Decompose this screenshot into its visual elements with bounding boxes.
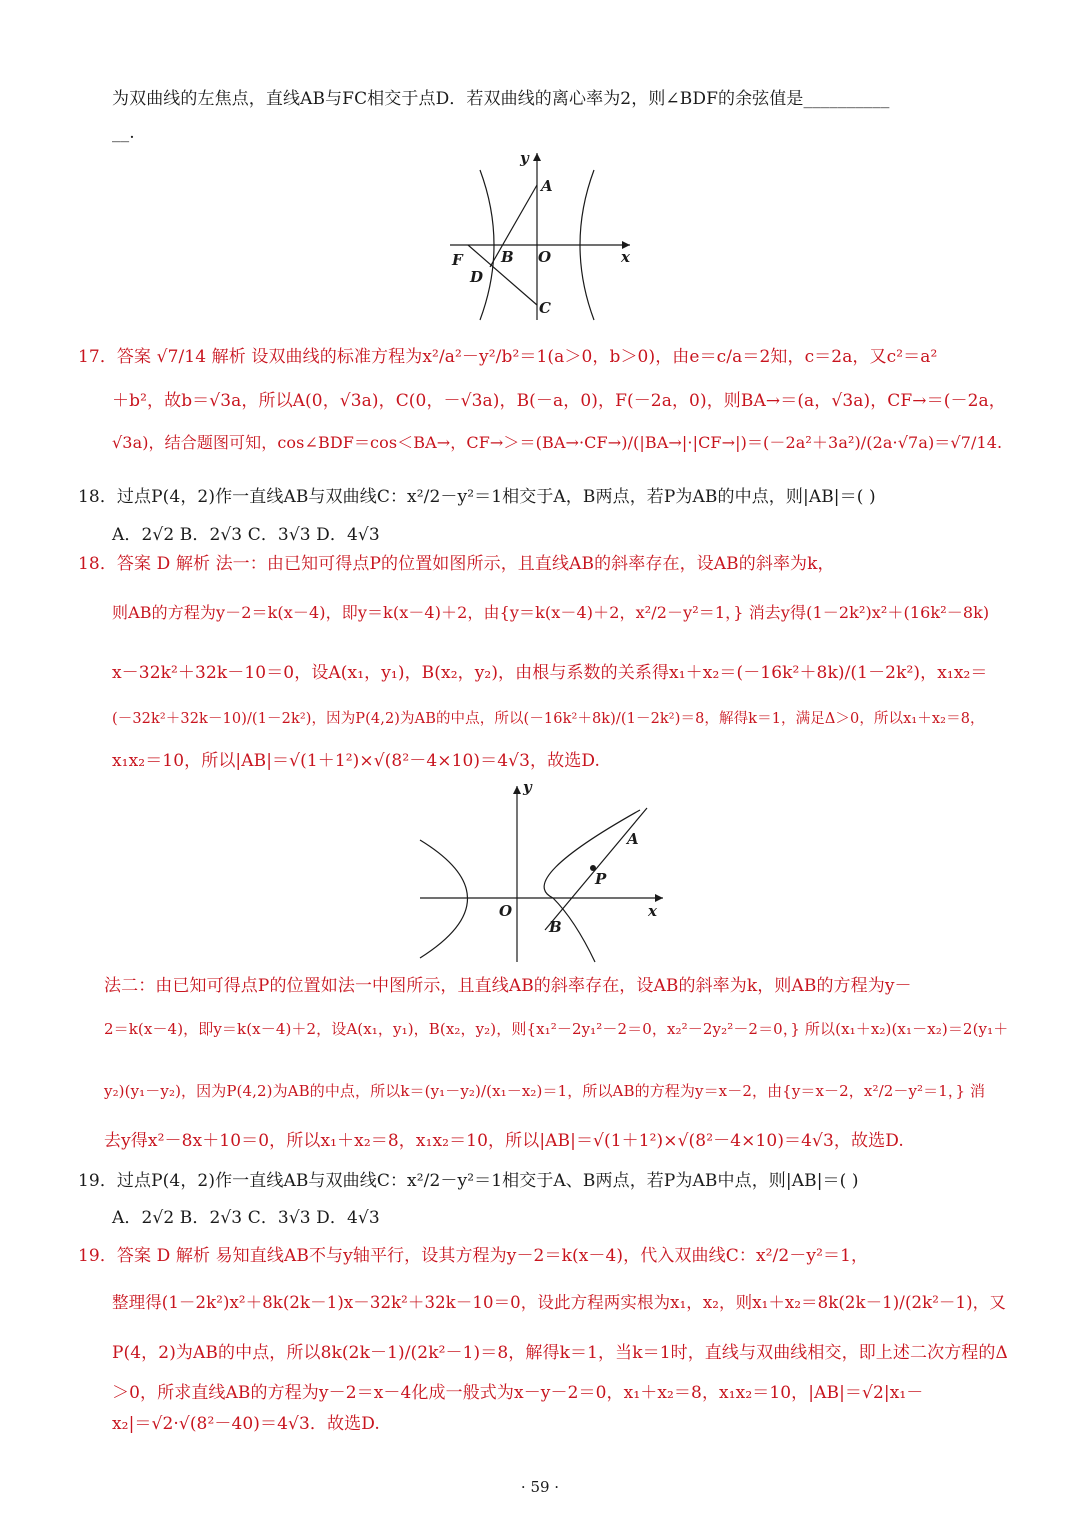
figure-2-hyperbola: [415, 780, 675, 969]
fig1-label-d: D: [470, 268, 484, 286]
q19-options: A．2√2 B．2√3 C．3√3 D．4√3: [112, 1208, 380, 1228]
fig1-label-a: A: [541, 177, 553, 195]
fig2-label-p: P: [595, 870, 607, 888]
a19-line-1: 19．答案 D 解析 易知直线AB不与y轴平行，设其方程为y－2＝k(x－4)，代入双曲线C：x²/2－y²＝1，: [78, 1246, 869, 1266]
fig2-line-ab: [545, 808, 647, 930]
fig1-label-f: F: [452, 251, 463, 269]
q16-text-line-1: 为双曲线的左焦点，直线AB与FC相交于点D．若双曲线的离心率为2，则∠BDF的余弦值是__________: [112, 89, 890, 109]
fig1-label-c: C: [539, 299, 551, 317]
a19-line-5: x₂|＝√2·√(8²－40)＝4√3．故选D.: [112, 1414, 380, 1434]
fig2-label-y: y: [523, 780, 532, 796]
a18-line-8: y₂)(y₁－y₂)，因为P(4,2)为AB的中点，所以k＝(y₁－y₂)/(x₁－x₂)＝1，所以AB的方程为y＝x－2，由{y＝x－2，x²/2－y²＝1，} 消: [104, 1082, 986, 1100]
fig2-label-a: A: [627, 830, 639, 848]
fig1-label-x: x: [621, 248, 630, 266]
a18-line-5: x₁x₂＝10，所以|AB|＝√(1＋1²)×√(8²－4×10)＝4√3，故选D.: [112, 751, 600, 771]
q16-text-line-2: __.: [112, 123, 135, 143]
q19-stem: 19．过点P(4，2)作一直线AB与双曲线C：x²/2－y²＝1相交于A、B两点，若P为AB中点，则|AB|＝( ): [78, 1171, 859, 1191]
a19-line-3: P(4，2)为AB的中点，所以8k(2k－1)/(2k²－1)＝8，解得k＝1，当k＝1时，直线与双曲线相交，即上述二次方程的Δ: [112, 1343, 1008, 1363]
q18-stem: 18．过点P(4，2)作一直线AB与双曲线C：x²/2－y²＝1相交于A，B两点，若P为AB的中点，则|AB|＝( ): [78, 487, 876, 507]
page-number: · 59 ·: [520, 1478, 560, 1496]
fig2-label-b: B: [549, 918, 562, 936]
fig1-label-y: y: [520, 149, 529, 167]
a18-line-3: x－32k²＋32k－10＝0，设A(x₁，y₁)，B(x₂，y₂)，由根与系数的关系得x₁＋x₂＝(－16k²＋8k)/(1－2k²)，x₁x₂＝: [112, 663, 988, 683]
a18-line-1: 18．答案 D 解析 法一：由已知可得点P的位置如图所示，且直线AB的斜率存在，设AB的斜率为k，: [78, 554, 835, 574]
fig2-label-x: x: [648, 902, 657, 920]
a17-line-3: √3a)，结合题图可知，cos∠BDF＝cos＜BA→，CF→＞＝(BA→·CF→)/(|BA→|·|CF→|)＝(－2a²＋3a²)/(2a·√7a)＝√7/14.: [112, 433, 1003, 452]
a18-line-6: 法二：由已知可得点P的位置如法一中图所示，且直线AB的斜率存在，设AB的斜率为k，则AB的方程为y－: [104, 976, 912, 996]
q18-options: A．2√2 B．2√3 C．3√3 D．4√3: [112, 525, 380, 545]
a17-line-2: ＋b²，故b＝√3a，所以A(0，√3a)，C(0，－√3a)，B(－a，0)，F(－2a，0)，则BA→＝(a，√3a)，CF→＝(－2a，: [112, 391, 1006, 411]
a18-line-2: 则AB的方程为y－2＝k(x－4)，即y＝k(x－4)＋2，由{y＝k(x－4)＋2，x²/2－y²＝1，} 消去y得(1－2k²)x²＋(16k²－8k): [112, 603, 990, 622]
a18-line-9: 去y得x²－8x＋10＝0，所以x₁＋x₂＝8，x₁x₂＝10，所以|AB|＝√(1＋1²)×√(8²－4×10)＝4√3，故选D.: [104, 1131, 904, 1151]
a18-line-7: 2＝k(x－4)，即y＝k(x－4)＋2，设A(x₁，y₁)，B(x₂，y₂)，则{x₁²－2y₁²－2＝0，x₂²－2y₂²－2＝0，} 所以(x₁＋x₂)(x₁－x₂)＝2(y₁＋: [104, 1020, 1009, 1038]
fig1-label-o: O: [538, 248, 552, 266]
a19-line-4: ＞0，所求直线AB的方程为y－2＝x－4化成一般式为x－y－2＝0，x₁＋x₂＝8，x₁x₂＝10，|AB|＝√2|x₁－: [112, 1383, 924, 1403]
a18-line-4: (－32k²＋32k－10)/(1－2k²)，因为P(4,2)为AB的中点，所以(－16k²＋8k)/(1－2k²)＝8，解得k＝1，满足Δ＞0，所以x₁＋x₂＝8，: [112, 711, 985, 727]
fig1-label-b: B: [501, 248, 514, 266]
fig2-label-o: O: [499, 902, 513, 920]
a19-line-2: 整理得(1－2k²)x²＋8k(2k－1)x－32k²＋32k－10＝0，设此方程两实根为x₁，x₂，则x₁＋x₂＝8k(2k－1)/(2k²－1)，又: [112, 1293, 1006, 1312]
fig2-left-branch: [420, 840, 468, 958]
a17-line-1: 17．答案 √7/14 解析 设双曲线的标准方程为x²/a²－y²/b²＝1(a＞0，b＞0)，由e＝c/a＝2知，c＝2a，又c²＝a²: [78, 347, 938, 367]
figure-1-hyperbola: [440, 145, 640, 329]
